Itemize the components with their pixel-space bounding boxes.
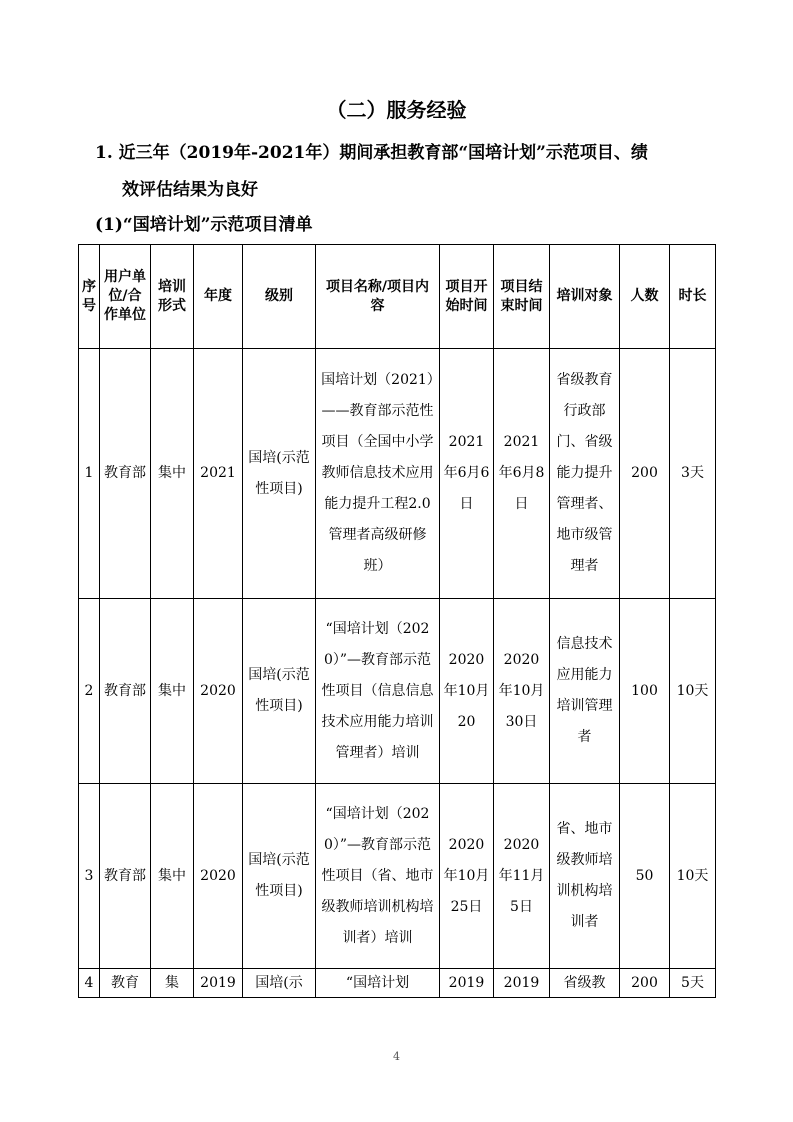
table-cell: 2020 (194, 784, 243, 969)
item-1-heading-line-1: 1. 近三年（2019年-2021年）期间承担教育部“国培计划”示范项目、绩 (95, 143, 648, 163)
table-row (79, 349, 716, 599)
table-cell: 3天 (670, 349, 716, 599)
table-cell: 集 (151, 969, 194, 998)
table-cell: 集中 (151, 349, 194, 599)
table-cell: 1 (79, 349, 100, 599)
table-cell: 2 (79, 599, 100, 784)
table-cell: 2020年10月25日 (440, 784, 494, 969)
table-cell: “国培计划（2020）”—教育部示范性项目（省、地市级教师培训机构培训者）培训 (316, 784, 440, 969)
table-row (79, 599, 716, 784)
table-row (79, 969, 716, 998)
header-cell-duration: 时长 (670, 245, 716, 349)
table-cell: 50 (620, 784, 670, 969)
table-header-row (79, 245, 716, 349)
table-cell: 10天 (670, 784, 716, 969)
table-cell: 省级教育行政部门、省级能力提升管理者、地市级管理者 (550, 349, 620, 599)
header-cell-start: 项目开始时间 (440, 245, 494, 349)
header-cell-end: 项目结束时间 (494, 245, 550, 349)
table-cell: 200 (620, 969, 670, 998)
table-cell: 教育部 (100, 349, 151, 599)
table-cell: 教育部 (100, 784, 151, 969)
header-cell-project: 项目名称/项目内容 (316, 245, 440, 349)
header-cell-unit: 用户单位/合作单位 (100, 245, 151, 349)
table-cell: 4 (79, 969, 100, 998)
table-cell: 省级教 (550, 969, 620, 998)
header-cell-index: 序号 (79, 245, 100, 349)
table-cell: 国培(示范性项目) (243, 599, 316, 784)
table-cell: 2019 (440, 969, 494, 998)
table-cell: 2020年10月30日 (494, 599, 550, 784)
table-cell: 国培(示范性项目) (243, 784, 316, 969)
table-cell: 集中 (151, 599, 194, 784)
table-cell: 国培(示 (243, 969, 316, 998)
table-row (79, 784, 716, 969)
table-cell: 2021 (194, 349, 243, 599)
table-cell: 信息技术应用能力培训管理者 (550, 599, 620, 784)
table-cell: 教育 (100, 969, 151, 998)
table-cell: 2021年6月6日 (440, 349, 494, 599)
table-cell: 10天 (670, 599, 716, 784)
header-cell-audience: 培训对象 (550, 245, 620, 349)
project-table (78, 244, 716, 998)
header-cell-mode: 培训形式 (151, 245, 194, 349)
table-cell: 100 (620, 599, 670, 784)
table-cell: 2020年11月5日 (494, 784, 550, 969)
table-cell: 国培(示范性项目) (243, 349, 316, 599)
table-cell: 2019 (494, 969, 550, 998)
table-cell: 国培计划（2021）——教育部示范性项目（全国中小学教师信息技术应用能力提升工程2.0管理者高级研修班） (316, 349, 440, 599)
table-cell: 省、地市级教师培训机构培训者 (550, 784, 620, 969)
table-cell: “国培计划 (316, 969, 440, 998)
item-1-heading-line-2: 效评估结果为良好 (122, 180, 258, 200)
table-cell: 2019 (194, 969, 243, 998)
table-cell: 集中 (151, 784, 194, 969)
table-cell: 200 (620, 349, 670, 599)
page-number: 4 (393, 1050, 400, 1063)
table-cell: 2020年10月20 (440, 599, 494, 784)
table-cell: 3 (79, 784, 100, 969)
table-cell: 教育部 (100, 599, 151, 784)
table-cell: 2021年6月8日 (494, 349, 550, 599)
header-cell-year: 年度 (194, 245, 243, 349)
table-cell: 5天 (670, 969, 716, 998)
table-cell: 2020 (194, 599, 243, 784)
header-cell-level: 级别 (243, 245, 316, 349)
table-cell: “国培计划（2020）”—教育部示范性项目（信息信息技术应用能力培训管理者）培训 (316, 599, 440, 784)
list-subtitle: (1)“国培计划”示范项目清单 (95, 215, 313, 235)
header-cell-count: 人数 (620, 245, 670, 349)
section-title: （二）服务经验 (326, 98, 467, 122)
